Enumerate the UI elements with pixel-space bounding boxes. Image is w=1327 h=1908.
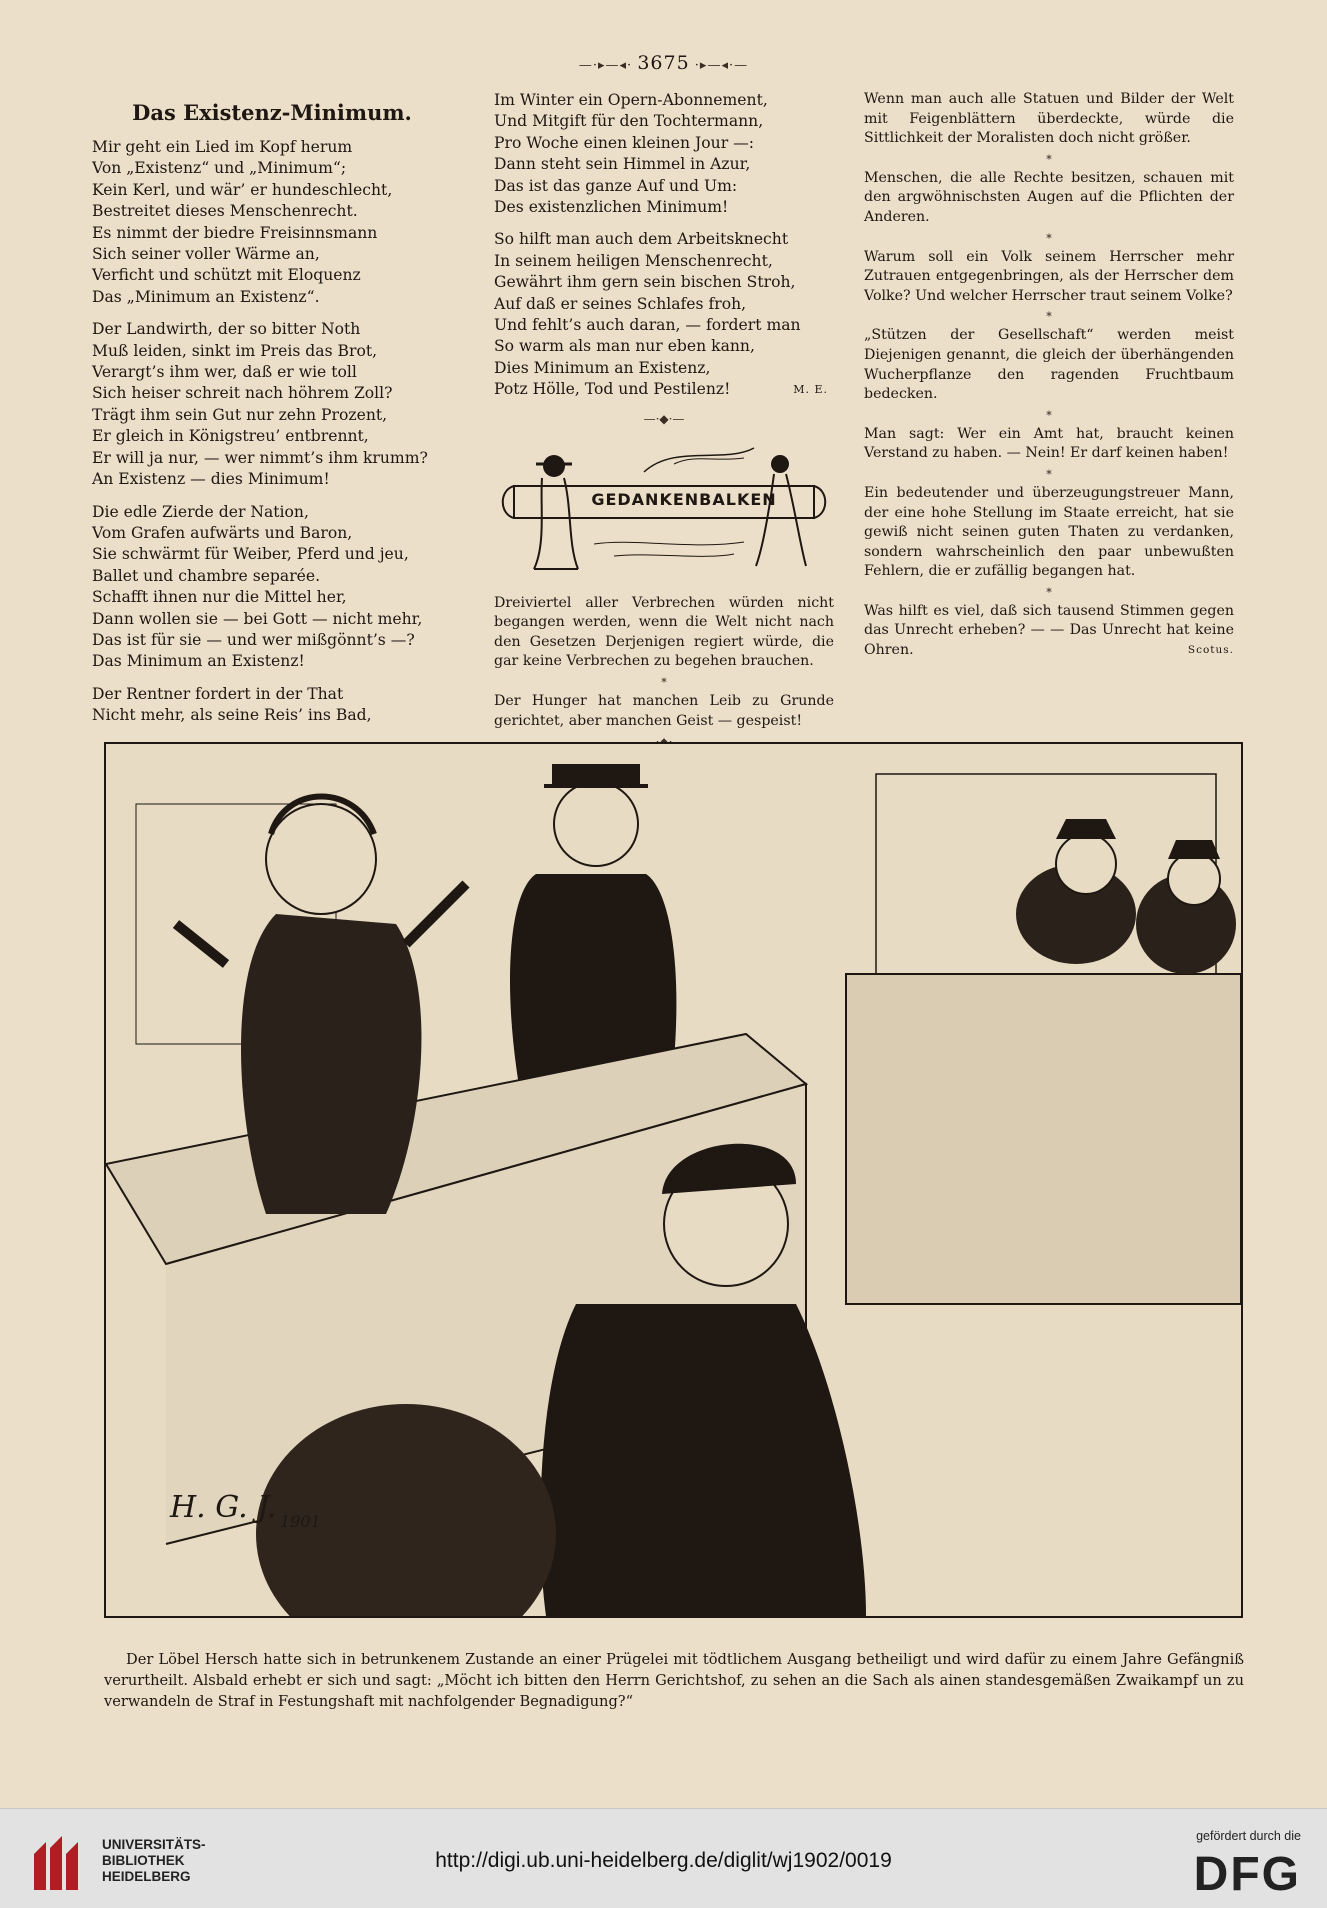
library-name-line: UNIVERSITÄTS-	[102, 1837, 206, 1852]
banner-drawing	[494, 434, 834, 584]
poem-line: Dann steht sein Himmel in Azur,	[494, 155, 751, 174]
poem-line: Pro Woche einen kleinen Jour —:	[494, 133, 754, 152]
poem-line: Dann wollen sie — bei Gott — nicht mehr,	[92, 609, 423, 628]
separator-ornament: —·◆·—	[643, 411, 685, 426]
poem-line: Verficht und schützt mit Eloquenz	[92, 266, 361, 285]
poem-stanza-4	[92, 684, 452, 727]
page-number-text: 3675	[637, 52, 690, 74]
illustration-drawing	[106, 744, 1241, 1616]
star-separator: *	[1046, 310, 1052, 324]
library-name-line: BIBLIOTHEK	[102, 1853, 185, 1868]
poem-line-text: Potz Hölle, Tod und Pestilenz!	[494, 380, 731, 399]
banner-label: GEDANKENBALKEN	[591, 489, 777, 509]
poem-line-last	[494, 379, 834, 400]
poem-line: Das „Minimum an Existenz“.	[92, 287, 320, 306]
poem-line: Vom Grafen aufwärts und Baron,	[92, 523, 353, 542]
aphorism: Menschen, die alle Rechte besitzen, schauen mit den argwöhnischsten Augen auf die Pflichten der Anderen.	[864, 169, 1234, 225]
poem-line: Schafft ihnen nur die Mittel her,	[92, 588, 347, 607]
aphorism-last	[864, 602, 1234, 661]
artist-signature: H. G. J.	[170, 1490, 277, 1525]
aphorism: Warum soll ein Volk seinem Herrscher mehr Zutrauen entgegenbringen, als der Herrscher dem Volke? Und welcher Herrscher traut seinem Volke?	[864, 248, 1234, 304]
poem-line: Es nimmt der biedre Freisinnsmann	[92, 223, 378, 242]
poem-line: Sich heiser schreit nach höhrem Zoll?	[92, 384, 393, 403]
library-name-line: HEIDELBERG	[102, 1869, 191, 1884]
poem-line: In seinem heiligen Menschenrecht,	[494, 251, 773, 270]
star-separator: *	[1046, 467, 1052, 481]
poem-line: Das ist für sie — und wer mißgönnt’s —?	[92, 630, 415, 649]
poem-line: Er will ja nur, — wer nimmt’s ihm krumm?	[92, 448, 428, 467]
dfg-logo: DFG	[1193, 1848, 1301, 1901]
aphorism-author: Scotus.	[1187, 644, 1234, 657]
gedankenbalken-banner	[494, 434, 834, 584]
artist-year: 1901	[280, 1512, 321, 1531]
poem-stanza-5	[494, 90, 834, 218]
poem-line: Gewährt ihm gern sein bischen Stroh,	[494, 273, 796, 292]
poem-line: Bestreitet dieses Menschenrecht.	[92, 202, 358, 221]
poem-line: Nicht mehr, als seine Reis’ ins Bad,	[92, 706, 372, 725]
document-url-link[interactable]: http://digi.ub.uni-heidelberg.de/diglit/wj1902/0019	[435, 1849, 892, 1872]
poem-column-1	[92, 90, 452, 738]
poem-line: Dies Minimum an Existenz,	[494, 358, 711, 377]
poem-line: Der Rentner fordert in der That	[92, 684, 344, 703]
poem-column-2	[494, 90, 834, 755]
poem-line: Mir geht ein Lied im Kopf herum	[92, 138, 353, 156]
aphorism: „Stützen der Gesellschaft“ werden meist Diejenigen genannt, die gleich der überhängenden Wucherpflanze den ragenden Fruchtbaum bedecken.	[864, 327, 1234, 403]
poem-line: Er gleich in Königstreu’ entbrennt,	[92, 427, 369, 446]
poem-line: Kein Kerl, und wär’ er hundeschlecht,	[92, 180, 393, 199]
poem-line: An Existenz — dies Minimum!	[92, 470, 330, 489]
poem-line: Auf daß er seines Schlafes froh,	[494, 294, 747, 313]
poem-stanza-3	[92, 502, 452, 673]
page-number: —·▸—◂· 3675 ·▸—◂·—	[578, 52, 749, 74]
aphorism: Wenn man auch alle Statuen und Bilder der Welt mit Feigenblättern überdeckte, würde die Sittlichkeit der Moralisten doch nicht größer.	[864, 91, 1234, 147]
poem-line: Muß leiden, sinkt im Preis das Brot,	[92, 341, 378, 360]
poem-line: So hilft man auch dem Arbeitsknecht	[494, 230, 789, 249]
poem-line: Des existenzlichen Minimum!	[494, 198, 729, 217]
aphorism: Der Hunger hat manchen Leib zu Grunde gerichtet, aber manchen Geist — gespeist!	[494, 693, 834, 729]
star-separator: *	[1046, 408, 1052, 422]
poem-title: Das Existenz-Minimum.	[132, 100, 412, 125]
star-separator: *	[661, 676, 667, 690]
poem-stanza-1	[92, 137, 452, 308]
aphorism-text: Was hilft es viel, daß sich tausend Stimmen gegen das Unrecht erheben? — — Das Unrecht hat keine Ohren.	[864, 602, 1234, 659]
poem-line: Das Minimum an Existenz!	[92, 652, 305, 671]
funded-by-label: gefördert durch die	[1196, 1829, 1301, 1843]
courtroom-illustration	[104, 742, 1243, 1618]
poem-line: Sie schwärmt für Weiber, Pferd und jeu,	[92, 545, 409, 564]
poem-line: Ballet und chambre separée.	[92, 566, 321, 585]
poem-line: So warm als man nur eben kann,	[494, 337, 755, 356]
poem-line: Von „Existenz“ und „Minimum“;	[92, 159, 347, 178]
poem-line: Verargt’s ihm wer, daß er wie toll	[92, 363, 357, 382]
poem-line: Und fehlt’s auch daran, — fordert man	[494, 316, 801, 335]
star-separator: *	[1046, 152, 1052, 166]
digitization-footer	[0, 1808, 1327, 1908]
aphorism: Ein bedeutender und überzeugungstreuer Mann, der eine hohe Stellung im Staate erreicht, hat sie gewiß nicht seinen guten Thaten zu verdanken, sondern wahrscheinlich den paar unbewußten Fehlern, die er zufällig begangen hat.	[864, 484, 1234, 580]
poem-line: Die edle Zierde der Nation,	[92, 502, 309, 521]
poem-line: Das ist das ganze Auf und Um:	[494, 176, 738, 195]
poem-line: Im Winter ein Opern-Abonnement,	[494, 91, 768, 109]
poem-signature: M. E.	[793, 383, 828, 397]
poem-line: Sich seiner voller Wärme an,	[92, 245, 320, 264]
star-separator: *	[1046, 231, 1052, 245]
poem-line: Der Landwirth, der so bitter Noth	[92, 320, 361, 339]
poem-line: Und Mitgift für den Tochtermann,	[494, 112, 764, 131]
star-separator: *	[1046, 585, 1052, 599]
aphorism: Dreiviertel aller Verbrechen würden nicht begangen werden, wenn die Welt nicht nach den Gesetzen Derjenigen regiert würde, die gar keine Verbrechen zu begehen brauchen.	[494, 594, 834, 670]
poem-stanza-6	[494, 229, 834, 400]
aphorism: Man sagt: Wer ein Amt hat, braucht keinen Verstand zu haben. — Nein! Er darf keinen haben!	[864, 425, 1234, 462]
illustration-caption: Der Löbel Hersch hatte sich in betrunkenem Zustande an einer Prügelei mit tödtlichem Ausgang betheiligt und wird dafür zu einem Jahre Gefängniß verurtheilt. Alsbald erhebt er sich und sagt: „Möcht ich bitten den Herrn Gerichtshof, zu sehen an die Sach als ainen standesgemäßen Zwaikampf un zu verwandeln de Straf in Festungshaft mit nachfolgender Begnadigung?“	[104, 1650, 1244, 1710]
poem-line: Trägt ihm sein Gut nur zehn Prozent,	[92, 405, 388, 424]
poem-stanza-2	[92, 319, 452, 490]
aphorism-column-3	[864, 90, 1234, 665]
